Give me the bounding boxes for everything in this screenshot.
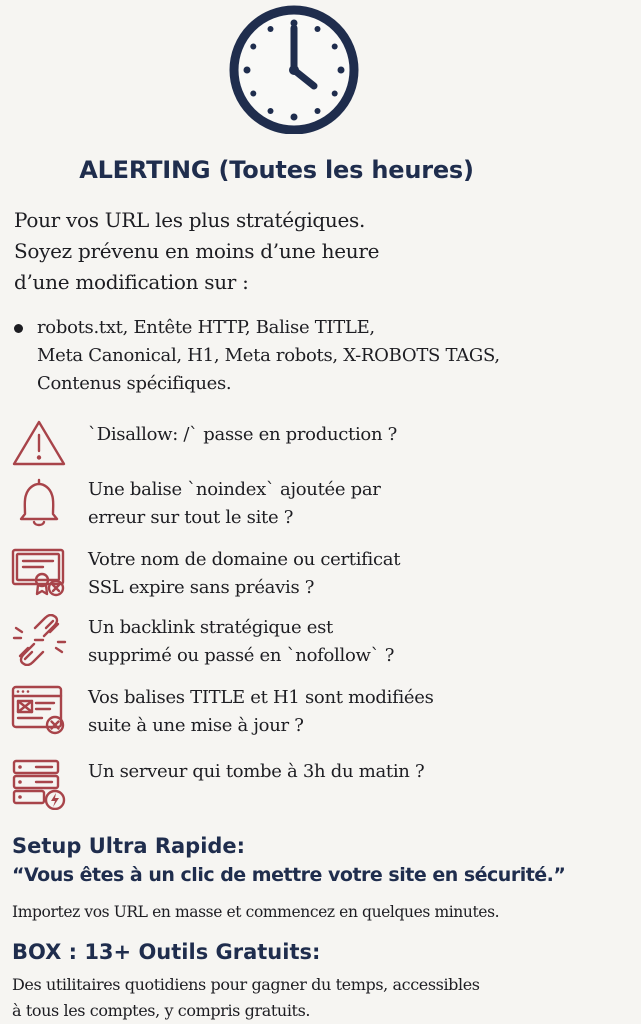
- warning-icon: [10, 418, 68, 470]
- bullet-dot: [14, 324, 23, 333]
- intro-text: [14, 205, 379, 298]
- alert-text: Vos balises TITLE et H1 sont modifiées: [88, 687, 434, 708]
- certificate-icon: [10, 546, 68, 598]
- bell-icon: [10, 476, 68, 528]
- alert-item-title-h1: [10, 684, 434, 740]
- box-heading: BOX : 13+ Outils Gratuits:: [12, 940, 321, 964]
- server-down-icon: [10, 758, 68, 810]
- clock-icon: [224, 4, 364, 134]
- setup-heading: Setup Ultra Rapide:: [12, 834, 246, 858]
- alert-item-noindex: [10, 476, 381, 532]
- alert-item-backlink: [10, 614, 394, 670]
- intro-line: Soyez prévenu en moins d’une heure: [14, 239, 380, 263]
- intro-line: Pour vos URL les plus stratégiques.: [14, 208, 366, 232]
- alert-text: Un serveur qui tombe à 3h du matin ?: [88, 761, 425, 782]
- page-title: ALERTING (Toutes les heures): [79, 156, 474, 184]
- intro-line: d’une modification sur :: [14, 270, 249, 294]
- setup-text: Importez vos URL en masse et commencez en quelques minutes.: [12, 903, 500, 921]
- alert-item-disallow: [10, 418, 397, 470]
- alert-item-server: [10, 758, 424, 810]
- monitored-elements-bullet: [14, 314, 500, 398]
- alert-text: erreur sur tout le site ?: [88, 507, 294, 528]
- box-text-line: Des utilitaires quotidiens pour gagner du temps, accessibles: [12, 975, 480, 994]
- alert-text: Une balise `noindex` ajoutée par: [88, 479, 381, 500]
- alert-text: SSL expire sans préavis ?: [88, 577, 315, 598]
- alert-item-ssl: [10, 546, 400, 602]
- bullet-line: Contenus spécifiques.: [37, 373, 232, 394]
- box-text-line: à tous les comptes, y compris gratuits.: [12, 1001, 311, 1020]
- broken-link-icon: [10, 614, 68, 666]
- alert-text: `Disallow: /` passe en production ?: [88, 424, 398, 445]
- alert-text: suite à une mise à jour ?: [88, 715, 304, 736]
- webpage-error-icon: [10, 684, 68, 736]
- bullet-line: Meta Canonical, H1, Meta robots, X-ROBOTS TAGS,: [37, 345, 500, 366]
- setup-quote: “Vous êtes à un clic de mettre votre site en sécurité.”: [12, 864, 566, 886]
- alert-text: Votre nom de domaine ou certificat: [88, 549, 401, 570]
- alert-text: Un backlink stratégique est: [88, 617, 333, 638]
- alert-text: supprimé ou passé en `nofollow` ?: [88, 645, 395, 666]
- bullet-line: robots.txt, Entête HTTP, Balise TITLE,: [37, 317, 375, 338]
